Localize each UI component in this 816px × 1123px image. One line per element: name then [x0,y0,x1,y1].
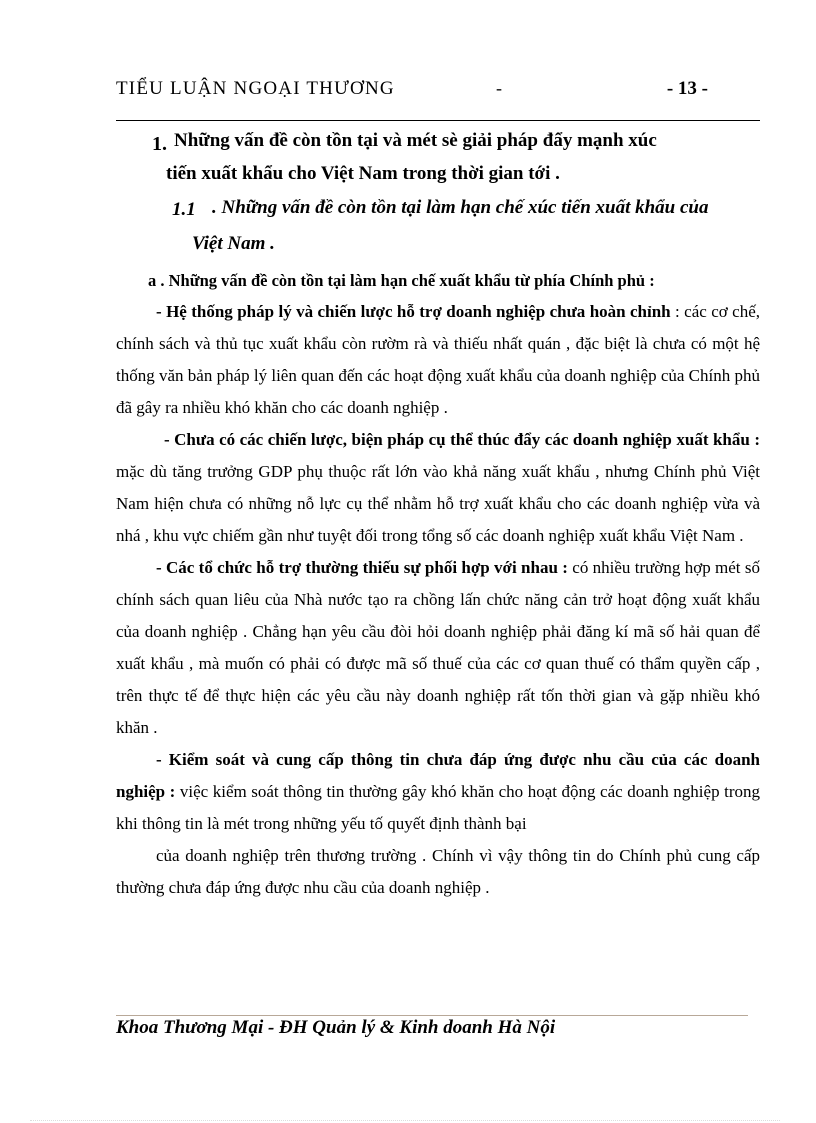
subsection-number: 1.1 [172,199,196,220]
paragraph-legal-system [116,296,760,424]
paragraph-lead: - Các tổ chức hỗ trợ thường thiếu sự phối hợp với nhau : [156,558,568,577]
page-footer: Khoa Thương Mại - ĐH Quản lý & Kinh doanh Hà Nội [116,1017,556,1038]
footer-rule [116,1015,748,1016]
section-number: 1. [152,133,167,155]
paragraph-lead: - Chưa có các chiến lược, biện pháp cụ thể thúc đẩy các doanh nghiệp xuất khẩu : [164,430,760,449]
section-heading-1 [152,124,760,190]
paragraph-information [116,744,760,840]
subsection-title-line-2: Việt Nam . [192,233,275,254]
page-number: - 13 - [666,78,708,99]
subsection-a-heading: a . Những vấn đề còn tồn tại làm hạn chế xuất khẩu từ phía Chính phủ : [148,271,655,290]
paragraph-text: có nhiều trường hợp mét số chính sách quan liêu của Nhà nước tạo ra chồng lấn chức năng cản trở hoạt động xuất khẩu của doanh nghiệp . Chẳng hạn yêu cầu đòi hỏi doanh nghiệp phải đăng kí mã số hải quan để xuất khẩu , mà muốn có phải có được mã số thuế của các cơ quan thuế có thẩm quyền cấp , trên thực tế để thực hiện các yêu cầu này doanh nghiệp rất tốn thời gian và gặp nhiều khó khăn . [116,558,760,737]
subsection-title-line-1: . Những vấn đề còn tồn tại làm hạn chế xúc tiến xuất khẩu của [212,197,709,218]
paragraph-lead: - Hệ thống pháp lý và chiến lược hỗ trợ doanh nghiệp chưa hoàn chỉnh [156,302,671,321]
header-title: TIỂU LUẬN NGOẠI THƯƠNG [116,78,395,99]
header-separator: - [496,78,502,98]
paragraph-text: việc kiểm soát thông tin thường gây khó khăn cho hoạt động các doanh nghiệp trong khi thông tin là mét trong những yếu tố quyết định thành bại [116,782,761,833]
section-title-line-1: Những vấn đề còn tồn tại và mét sè giải pháp đẩy mạnh xúc [174,130,657,151]
header-rule [116,120,760,121]
page-header [116,78,760,104]
paragraph-lead: - Kiểm soát và cung cấp thông tin chưa đáp ứng được nhu cầu của các doanh nghiệp : [116,750,760,801]
page-body [116,124,760,904]
paragraph-text: mặc dù tăng trưởng GDP phụ thuộc rất lớn vào khả năng xuất khẩu , nhưng Chính phủ Việt Nam hiện chưa có những nỗ lực cụ thể nhằm hỗ trợ xuất khẩu cho các doanh nghiệp vừa và nhá , khu vực chiếm gần như tuyệt đối trong tổng số các doanh nghiệp xuất khẩu Việt Nam . [116,462,760,545]
section-heading-1-1 [172,190,760,262]
paragraph-coordination [116,552,760,744]
paragraph-strategy [116,424,760,552]
paragraph-text: : các cơ chế, chính sách và thủ tục xuất khẩu còn rườm rà và thiếu nhất quán , đặc biệt là chưa có một hệ thống văn bản pháp lý liên quan đến các hoạt động xuất khẩu của doanh nghiệp của Chính phủ đã gây ra nhiều khó khăn cho các doanh nghiệp . [116,302,760,417]
page-edge-divider [30,1120,780,1121]
section-title-line-2: tiến xuất khẩu cho Việt Nam trong thời gian tới . [166,163,560,184]
paragraph-information-continued: của doanh nghiệp trên thương trường . Chính vì vậy thông tin do Chính phủ cung cấp thường chưa đáp ứng được nhu cầu của doanh nghiệp . [116,846,760,897]
